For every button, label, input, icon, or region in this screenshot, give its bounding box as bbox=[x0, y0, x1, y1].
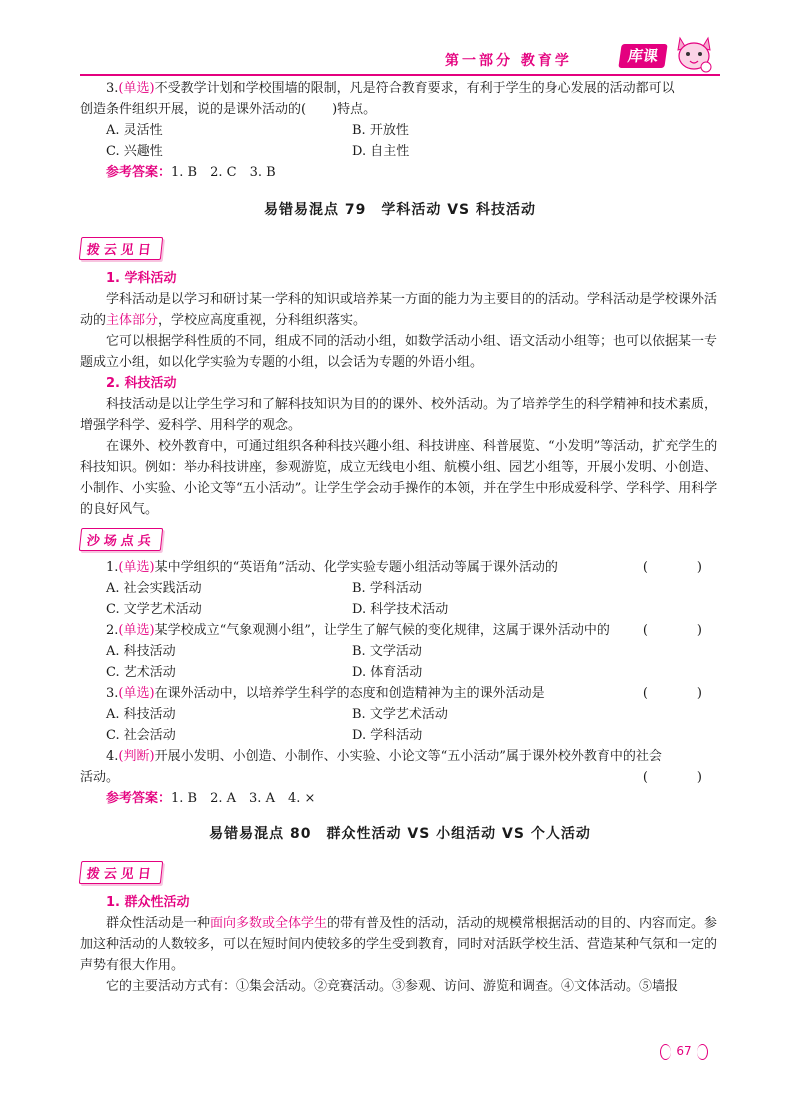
answer-blank: ( ) bbox=[642, 770, 720, 785]
answer-blank: ( ) bbox=[642, 623, 720, 638]
answer-key bbox=[80, 788, 720, 809]
page-content bbox=[80, 78, 720, 997]
highlight-text: 面向多数或全体学生 bbox=[210, 916, 328, 931]
option-a: A. 科技活动 bbox=[106, 644, 176, 659]
answer-label: 参考答案： bbox=[106, 791, 172, 806]
answer-label: 参考答案： bbox=[106, 165, 172, 180]
answer-key bbox=[80, 162, 720, 183]
option-d: D. 科学技术活动 bbox=[352, 602, 449, 617]
option-c: C. 社会活动 bbox=[106, 728, 176, 743]
option-b: B. 学科活动 bbox=[352, 581, 422, 596]
page-number: 67 bbox=[656, 1040, 712, 1062]
practice-question bbox=[80, 557, 720, 620]
section-title-80: 易错易混点 80 群众性活动 VS 小组活动 VS 个人活动 bbox=[209, 826, 591, 842]
question-type-tag: (单选) bbox=[118, 81, 155, 96]
question-number: 3. bbox=[106, 81, 119, 96]
option-d: D. 体育活动 bbox=[352, 665, 423, 680]
section-badge-insight: 拨云见日 bbox=[79, 861, 163, 884]
practice-question bbox=[80, 683, 720, 746]
option-d: D. 自主性 bbox=[352, 144, 410, 159]
option-d: D. 学科活动 bbox=[352, 728, 423, 743]
section-title-79: 易错易混点 79 学科活动 VS 科技活动 bbox=[263, 202, 537, 218]
subheading-subject-activity: 1. 学科活动 bbox=[106, 271, 177, 286]
subheading-tech-activity: 2. 科技活动 bbox=[106, 376, 177, 391]
practice-question bbox=[80, 620, 720, 683]
practice-question bbox=[80, 746, 720, 788]
question-text: 在课外活动中，以培养学生科学的态度和创造精神为主的课外活动是 bbox=[154, 686, 545, 701]
paragraph: 学科活动是以学习和研讨某一学科的知识或培养某一方面的能力为主要目的的活动。学科活动是学校课外活动的主体部分，学校应高度重视，分科组织落实。 bbox=[80, 292, 718, 328]
question-type-tag: (单选) bbox=[118, 686, 155, 701]
answer-value: 1. B 2. A 3. A 4. × bbox=[171, 791, 316, 806]
option-c: C. 艺术活动 bbox=[106, 665, 176, 680]
option-c: C. 兴趣性 bbox=[106, 144, 163, 159]
answer-value: 1. B 2. C 3. B bbox=[171, 165, 276, 180]
mascot-icon bbox=[672, 34, 716, 74]
question-text-line2: 活动。 bbox=[80, 770, 120, 785]
section-badge-practice: 沙场点兵 bbox=[79, 528, 163, 551]
brand-logo: 库课 bbox=[618, 44, 667, 68]
question-number: 2. bbox=[106, 623, 119, 638]
question-number: 4. bbox=[106, 749, 119, 764]
option-b: B. 文学艺术活动 bbox=[352, 707, 448, 722]
option-b: B. 文学活动 bbox=[352, 644, 422, 659]
subheading-mass-activity: 1. 群众性活动 bbox=[106, 895, 190, 910]
highlight-text: 主体部分 bbox=[106, 313, 159, 328]
option-c: C. 文学艺术活动 bbox=[106, 602, 202, 617]
answer-blank: ( ) bbox=[642, 686, 720, 701]
option-a: A. 灵活性 bbox=[106, 123, 163, 138]
question-text: 不受教学计划和学校围墙的限制，凡是符合教育要求，有利于学生的身心发展的活动都可以 bbox=[154, 81, 675, 96]
answer-blank: ( ) bbox=[642, 560, 720, 575]
page-header bbox=[0, 40, 800, 76]
question-text: 某学校成立“气象观测小组”，让学生了解气候的变化规律，这属于课外活动中的 bbox=[154, 623, 610, 638]
paragraph: 在课外、校外教育中，可通过组织各种科技兴趣小组、科技讲座、科普展览、“小发明”等活动，扩充学生的科技知识。例如：举办科技讲座，参观游览，成立无线电小组、航模小组、园艺小组等，开展小发明、小创造、小制作、小实验、小论文等“五小活动”。让学生学会动手操作的本领，并在学生中形成爱科学、学科学、用科学的良好风气。 bbox=[80, 439, 718, 517]
question-type-tag: (单选) bbox=[118, 623, 155, 638]
paragraph: 科技活动是以让学生学习和了解科技知识为目的的课外、校外活动。为了培养学生的科学精神和技术素质，增强学科学、爱科学、用科学的观念。 bbox=[80, 397, 718, 433]
question-number: 1. bbox=[106, 560, 119, 575]
question-number: 3. bbox=[106, 686, 119, 701]
header-rule bbox=[80, 74, 720, 76]
option-b: B. 开放性 bbox=[352, 123, 409, 138]
header-title: 第一部分 教育学 bbox=[445, 53, 572, 69]
paragraph: 群众性活动是一种面向多数或全体学生的带有普及性的活动，活动的规模常根据活动的目的、内容而定。参加这种活动的人数较多，可以在短时间内使较多的学生受到教育，同时对活跃学校生活、营造某种气氛和一定的声势有很大作用。 bbox=[80, 916, 718, 973]
question-text-line2: 创造条件组织开展，说的是课外活动的( )特点。 bbox=[80, 102, 377, 117]
option-a: A. 社会实践活动 bbox=[106, 581, 202, 596]
question-text: 开展小发明、小创造、小制作、小实验、小论文等“五小活动”属于课外校外教育中的社会 bbox=[154, 749, 662, 764]
top-question bbox=[80, 78, 720, 183]
question-text: 某中学组织的“英语角”活动、化学实验专题小组活动等属于课外活动的 bbox=[154, 560, 558, 575]
paragraph: 它可以根据学科性质的不同，组成不同的活动小组，如数学活动小组、语文活动小组等；也可以依据某一专题成立小组，如以化学实验为专题的小组，以会话为专题的外语小组。 bbox=[80, 334, 718, 370]
option-a: A. 科技活动 bbox=[106, 707, 176, 722]
practice-questions bbox=[80, 557, 720, 809]
question-type-tag: (单选) bbox=[118, 560, 155, 575]
section-badge-insight: 拨云见日 bbox=[79, 237, 163, 260]
paragraph: 它的主要活动方式有：①集会活动。②竞赛活动。③参观、访问、游览和调查。④文体活动。⑤墙报 bbox=[106, 979, 679, 994]
question-type-tag: (判断) bbox=[118, 749, 155, 764]
